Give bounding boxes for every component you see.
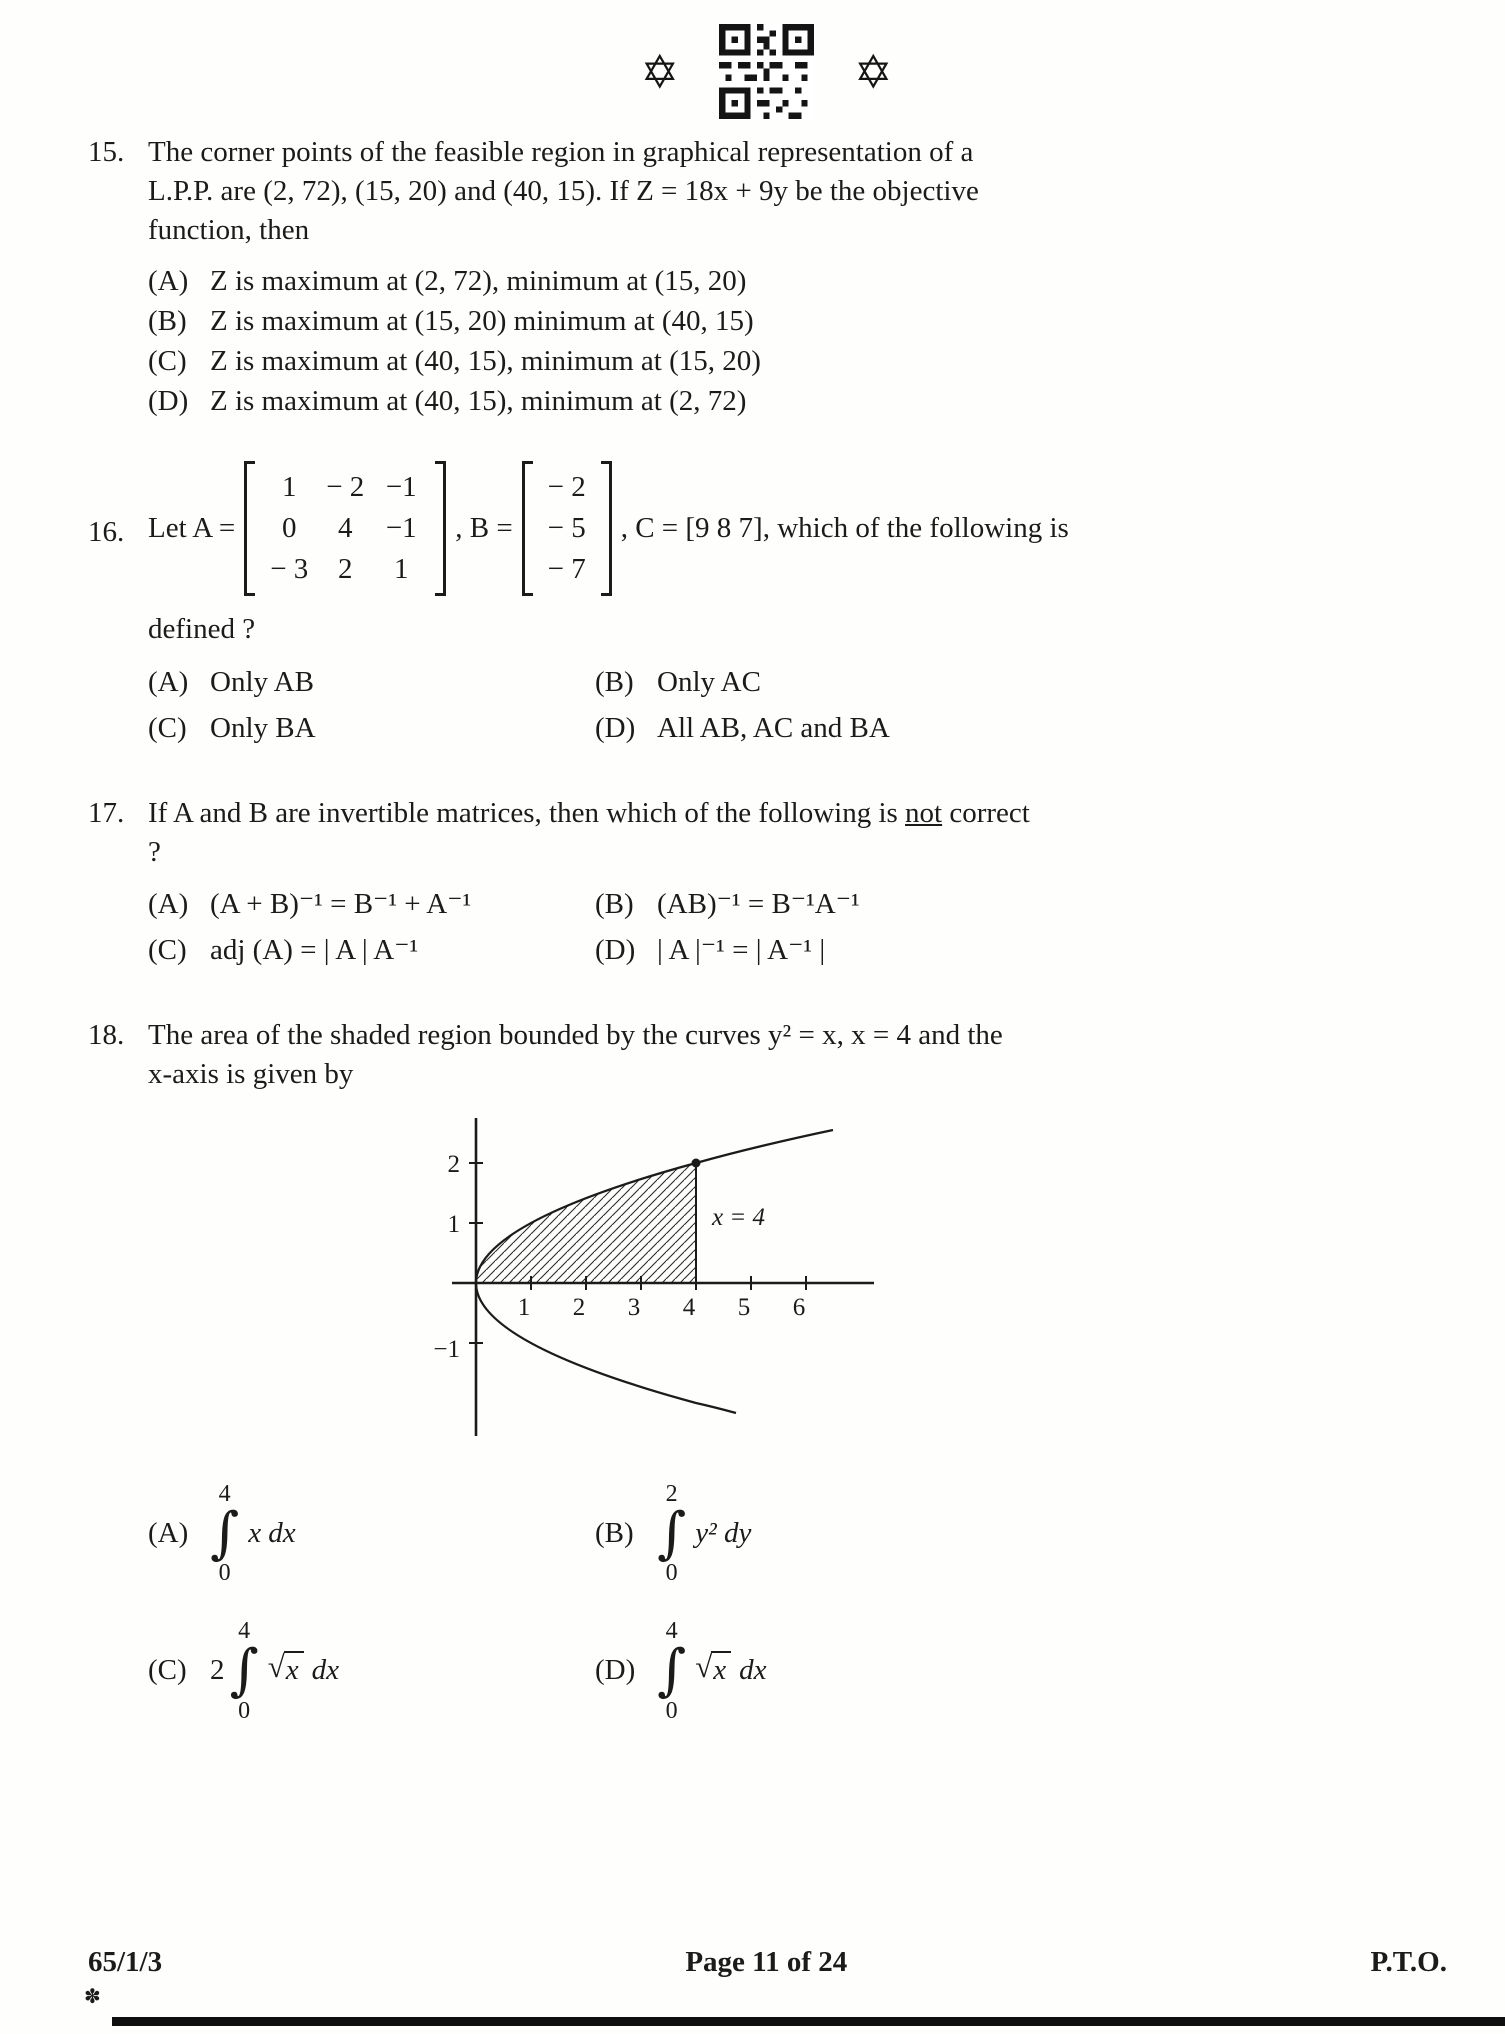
question-15 (88, 133, 1445, 421)
option-b-text: Only AC (657, 665, 761, 698)
upper-limit: 4 (238, 1618, 251, 1645)
question-18-number: 18. (88, 1018, 125, 1051)
question-17-options (148, 884, 1445, 970)
x-tick-label-3: 3 (627, 1294, 641, 1322)
radicand: x (711, 1651, 731, 1687)
option-c-label: (C) (148, 1654, 187, 1687)
y-tick-label-neg1: −1 (433, 1336, 460, 1364)
question-15-number: 15. (88, 136, 125, 168)
x-tick-label-5: 5 (737, 1294, 751, 1322)
option-c-label: (C) (148, 345, 187, 378)
integral-a (210, 1482, 239, 1585)
bracket-left (244, 461, 255, 596)
option-b (595, 884, 1445, 924)
matrix-a-cell: 1 (282, 471, 297, 504)
integral-d (657, 1619, 686, 1722)
upper-limit: 2 (665, 1481, 678, 1508)
option-a (148, 662, 595, 702)
parabola-lower-branch (476, 1283, 736, 1413)
matrix-a-cell: − 2 (326, 471, 365, 504)
matrix-b-cell: − 5 (547, 512, 586, 545)
option-c-text: Only BA (210, 711, 316, 744)
integral-sign: ∫ (210, 1501, 240, 1567)
upper-limit: 4 (218, 1481, 231, 1508)
bracket-right (435, 461, 446, 596)
option-c-label: (C) (148, 933, 187, 966)
question-18-options (148, 1482, 1445, 1722)
matrix-a-cell: 1 (394, 553, 409, 586)
question-15-options (148, 261, 1445, 421)
lower-limit: 0 (238, 1697, 251, 1724)
option-a (148, 884, 595, 924)
option-a (148, 1482, 595, 1585)
option-d-label: (D) (595, 1654, 636, 1687)
lower-limit: 0 (218, 1560, 231, 1587)
question-16-mid: , B = (455, 512, 513, 545)
option-d-text: | A |⁻¹ = | A⁻¹ | (657, 933, 826, 966)
matrix-b-cell: − 7 (547, 553, 586, 586)
question-18 (88, 1016, 1445, 1723)
integral-sign: ∫ (229, 1638, 259, 1704)
matrix-a-cell: −1 (385, 512, 417, 545)
sqrt-sign: √ (267, 1649, 285, 1685)
q18-figure-container (396, 1108, 1445, 1464)
question-17-text (148, 794, 1033, 872)
ornament-icon: ✽ (84, 1984, 101, 2008)
matrix-B (522, 461, 612, 596)
option-b-text: Z is maximum at (15, 20) minimum at (40, 15) (210, 305, 754, 338)
matrix-a-cell: −1 (385, 471, 417, 504)
question-16-matrix-line (148, 461, 1445, 596)
matrix-a-cell: 0 (282, 512, 297, 545)
option-b-label: (B) (148, 305, 187, 338)
integrand-b: y² dy (695, 1517, 752, 1550)
option-c (148, 1619, 595, 1722)
option-d (595, 708, 1445, 748)
question-15-text: The corner points of the feasible region in graphical representation of a L.P.P. are (2, 72), (15, 20) and (40, 15). If Z = 18x + 9y be the objective function, then (148, 136, 979, 247)
matrix-a-cell: − 3 (270, 553, 309, 586)
matrix-a-cell: 4 (338, 512, 353, 545)
star-icon-right: ✡ (854, 44, 893, 99)
star-icon-left: ✡ (640, 44, 679, 99)
option-a-label: (A) (148, 665, 189, 698)
curve-point-dot (692, 1159, 701, 1168)
option-d (595, 1619, 1445, 1722)
page-header (88, 24, 1445, 119)
x-tick-label-4: 4 (682, 1294, 696, 1322)
q18-figure (396, 1108, 916, 1453)
option-a-text: (A + B)⁻¹ = B⁻¹ + A⁻¹ (210, 887, 472, 920)
option-a-text: Only AB (210, 665, 314, 698)
option-d-label: (D) (148, 385, 189, 418)
x-tick-label-1: 1 (517, 1294, 531, 1322)
integral-sign: ∫ (657, 1638, 687, 1704)
integral-b (657, 1482, 686, 1585)
option-d (595, 930, 1445, 970)
option-d (148, 381, 1445, 421)
question-16-number: 16. (88, 516, 125, 549)
option-b-text: (AB)⁻¹ = B⁻¹A⁻¹ (657, 887, 860, 920)
matrix-a-cell: 2 (338, 553, 353, 586)
y-tick-label-2: 2 (447, 1151, 460, 1179)
question-17-number: 17. (88, 796, 125, 829)
qr-code (719, 24, 814, 119)
lower-limit: 0 (665, 1697, 678, 1724)
option-a-label: (A) (148, 265, 189, 298)
matrix-A (244, 461, 446, 596)
integral-c (230, 1619, 259, 1722)
integrand-c (268, 1651, 339, 1690)
x-tick-label-2: 2 (572, 1294, 586, 1322)
option-a-label: (A) (148, 887, 189, 920)
y-tick-label-1: 1 (447, 1211, 460, 1239)
question-17 (88, 794, 1445, 970)
integrand-a: x dx (248, 1517, 296, 1550)
integral-sign: ∫ (657, 1501, 687, 1567)
bracket-right (601, 461, 612, 596)
question-16-options (148, 662, 1445, 748)
option-d-text: All AB, AC and BA (657, 711, 890, 744)
option-b-label: (B) (595, 1517, 634, 1550)
differential: dx (739, 1654, 767, 1687)
page-footer (0, 1943, 1505, 1982)
bottom-bar (112, 2017, 1505, 2026)
option-a (148, 261, 1445, 301)
option-c-label: (C) (148, 711, 187, 744)
page-number: Page 11 of 24 (685, 1945, 848, 1978)
question-16-tail2: defined ? (148, 613, 256, 646)
option-c (148, 930, 595, 970)
question-17-text-post: correct ? (148, 796, 1030, 868)
option-c (148, 341, 1445, 381)
question-16-intro: Let A = (148, 512, 236, 545)
matrix-b-cell: − 2 (547, 471, 586, 504)
option-d-text: Z is maximum at (40, 15), minimum at (2, 72) (210, 385, 747, 418)
question-17-text-pre: If A and B are invertible matrices, then which of the following is (148, 796, 906, 829)
integral-coefficient: 2 (210, 1654, 225, 1687)
option-b (595, 1482, 1445, 1585)
option-d-label: (D) (595, 933, 636, 966)
pto-label: P.T.O. (1370, 1945, 1447, 1978)
option-c-text: Z is maximum at (40, 15), minimum at (15, 20) (210, 345, 761, 378)
question-16-tail: , C = [9 8 7], which of the following is (620, 512, 1069, 545)
upper-limit: 4 (665, 1618, 678, 1645)
option-c (148, 708, 595, 748)
question-16 (88, 461, 1445, 747)
paper-code: 65/1/3 (88, 1945, 163, 1978)
lower-limit: 0 (665, 1560, 678, 1587)
option-c-text: adj (A) = | A | A⁻¹ (210, 933, 419, 966)
sqrt-sign: √ (695, 1649, 713, 1685)
question-18-text-line2: x-axis is given by (148, 1057, 354, 1090)
radicand: x (284, 1651, 304, 1687)
option-b (595, 662, 1445, 702)
question-18-text-line1: The area of the shaded region bounded by the curves y² = x, x = 4 and the (148, 1018, 1003, 1051)
option-d-label: (D) (595, 711, 636, 744)
option-b-label: (B) (595, 887, 634, 920)
x-equals-4-label: x = 4 (712, 1204, 765, 1232)
differential: dx (311, 1654, 339, 1687)
shaded-region (476, 1163, 696, 1283)
bracket-left (522, 461, 533, 596)
option-a-label: (A) (148, 1517, 189, 1550)
option-a-text: Z is maximum at (2, 72), minimum at (15, 20) (210, 265, 747, 298)
option-b-label: (B) (595, 665, 634, 698)
integrand-d (695, 1651, 766, 1690)
option-b (148, 301, 1445, 341)
x-tick-label-6: 6 (792, 1294, 806, 1322)
question-17-text-underlined: not (905, 796, 943, 829)
